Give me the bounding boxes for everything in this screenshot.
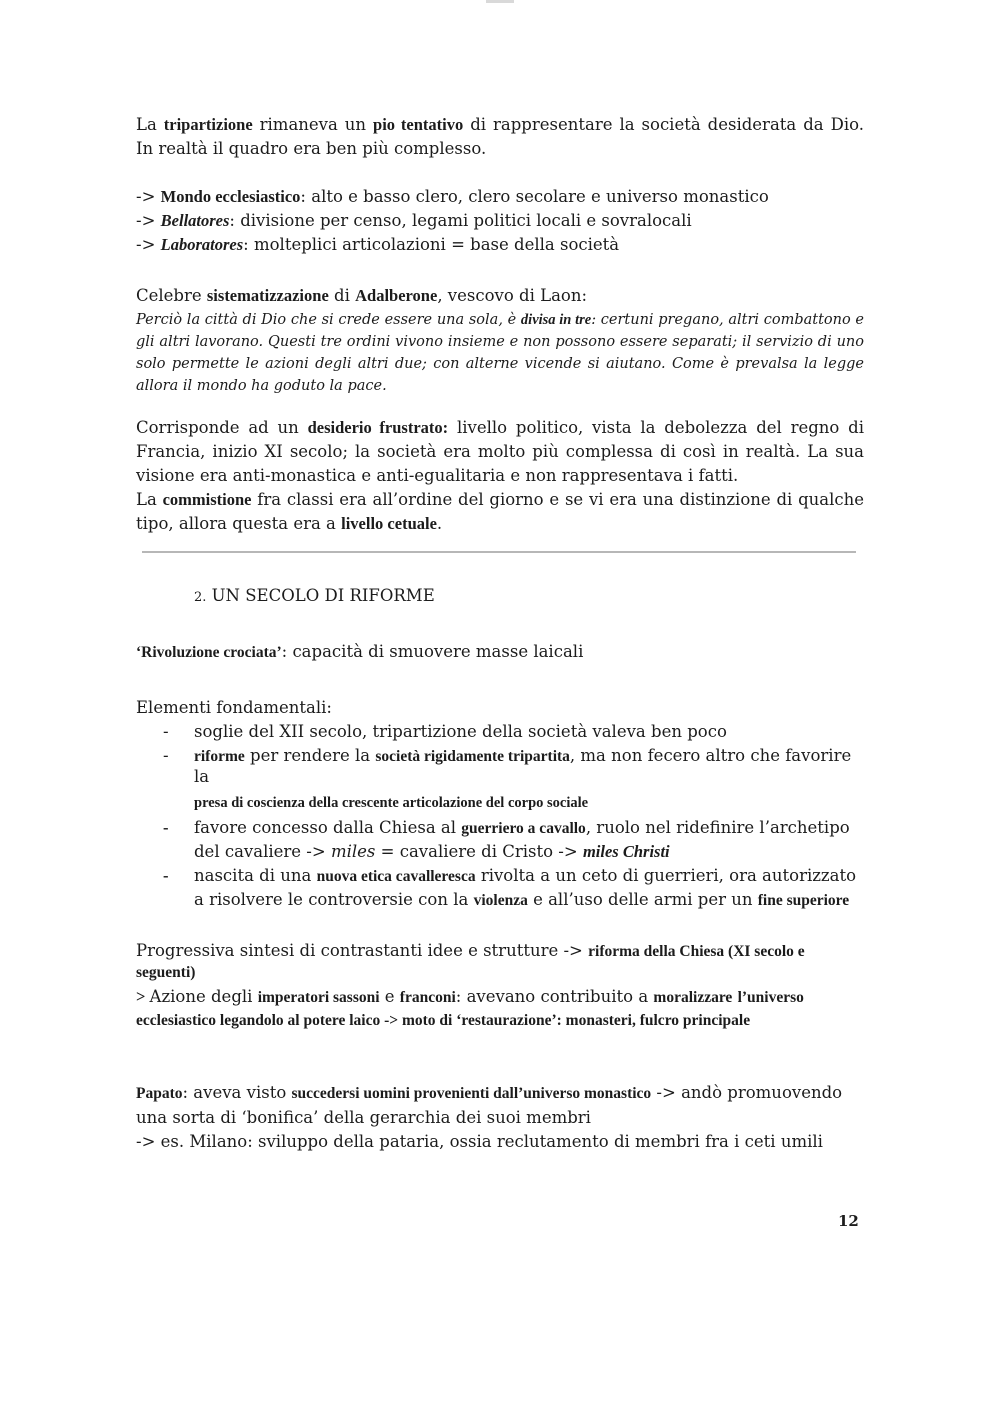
text: . [436, 514, 443, 533]
bold-term: ‘Rivoluzione crociata’ [136, 644, 282, 661]
text: La [136, 490, 163, 509]
dash: - [163, 722, 169, 741]
text: : divisione per censo, legami politici locali e sovralocali [229, 211, 692, 230]
bold-term: franconi [399, 989, 456, 1006]
paragraph-commistione [136, 488, 864, 536]
list-item-mondo-ecclesiastico [136, 185, 864, 209]
bullet-text [194, 890, 864, 911]
text: livello politico, vista la debolezza del regno di Francia, inizio XI secolo; la società era molto più complessa di così in realtà. La sua visione era anti-monastica e anti-egualitaria e non rappresentava i fatti. [136, 418, 865, 485]
bullet-text [194, 866, 864, 887]
paragraph-riforma-chiesa [136, 941, 864, 983]
section-title: UN SECOLO DI RIFORME [206, 586, 435, 605]
text: Progressiva sintesi di contrastanti idee e strutture -> [136, 941, 589, 960]
bold-term: tripartizione [163, 115, 253, 134]
text: di rappresentare la società desiderata da Dio. In realtà il quadro era ben più complesso. [136, 115, 864, 158]
text: -> andò promuovendo una sorta di ‘bonifica’ della gerarchia dei suoi membri [136, 1083, 843, 1127]
list-item-bellatores [136, 209, 864, 233]
bold-term: Mondo ecclesiastico [160, 187, 301, 206]
bullet-text [194, 842, 864, 862]
header-mark [486, 0, 514, 3]
bold-term: guerriero a cavallo [461, 820, 586, 837]
text: = cavaliere di Cristo -> [375, 842, 583, 861]
bold-term: imperatori sassoni [257, 989, 380, 1006]
section-heading [194, 584, 794, 610]
text: Perciò la città di Dio che si crede essere una sola, è [136, 312, 521, 328]
bold-term: fine superiore [757, 892, 850, 909]
quote-adalberone [136, 309, 864, 397]
italic-term: miles [330, 842, 376, 861]
text: La [136, 115, 164, 134]
bold-term: desiderio frustrato: [307, 418, 449, 437]
bold-term: riforma della Chiesa (XI secolo e seguenti) [136, 943, 805, 981]
dash: - [163, 866, 169, 885]
bold-italic-term: Laboratores [160, 235, 244, 254]
paragraph-rivoluzione-crociata [136, 640, 864, 665]
text: nascita di una [194, 866, 317, 885]
text: : aveva visto [182, 1083, 292, 1102]
bold-term: Adalberone [355, 286, 438, 305]
arrow: -> [136, 211, 161, 230]
paragraph-imperatori [136, 986, 864, 1032]
text: Corrisponde ad un [136, 418, 308, 437]
text: : molteplici articolazioni = base della società [243, 235, 620, 254]
bold-term: Papato [136, 1085, 183, 1102]
horizontal-rule [142, 551, 856, 553]
text: del cavaliere -> [194, 842, 331, 861]
bold-term: commistione [162, 490, 252, 509]
text: e [379, 987, 400, 1006]
bold-term: riforme [194, 748, 245, 765]
arrow: -> [136, 187, 161, 206]
text: -> es. Milano: sviluppo della pataria, ossia reclutamento di membri fra i ceti umili [136, 1132, 823, 1151]
bold-term: presa di coscienza della crescente articolazione del corpo sociale [194, 795, 589, 811]
bold-term: succedersi uomini provenienti dall’universo monastico [291, 1085, 652, 1102]
bold-italic-term: miles Christi [582, 842, 670, 861]
bold-italic-term: Bellatores [160, 211, 230, 230]
bold-term: sistematizzazione [206, 286, 329, 305]
text: soglie del XII secolo, tripartizione della società valeva ben poco [194, 722, 727, 741]
section-number: 2. [194, 590, 207, 605]
text: , ruolo nel ridefinire l’archetipo [585, 818, 850, 837]
dash: - [163, 746, 169, 765]
bold-italic-term: divisa in tre [520, 312, 592, 328]
text: : capacità di smuovere masse laicali [281, 642, 584, 661]
bold-term: livello cetuale [341, 514, 437, 533]
text: : avevano contribuito a [455, 987, 654, 1006]
elements-title: Elementi fondamentali: [136, 698, 332, 717]
text: rimaneva un [252, 115, 374, 134]
page-number: 12 [838, 1212, 859, 1230]
bold-term: l’universo ecclesiastico legandolo al potere laico -> moto di ‘restaurazione’: monasteri, fulcro principale [136, 989, 804, 1029]
text: , vescovo di Laon: [437, 286, 588, 305]
arrow: -> [136, 235, 161, 254]
paragraph-papato [136, 1081, 864, 1154]
paragraph-adalberone [136, 284, 864, 308]
text: : alto e basso clero, clero secolare e universo monastico [300, 187, 769, 206]
bullet-text [194, 746, 864, 787]
text: , ma non fecero altro che favorire la [194, 746, 852, 786]
text: : certuni pregano, altri combattono e gli altri lavorano. Questi tre ordini vivono insieme e non possono essere separati; il servizio di uno solo permette le azioni degli altri due; con alterne vicende si aiutano. Come è prevalsa la legge allora il mondo ha goduto la pace. [136, 312, 865, 394]
list-item-laboratores [136, 233, 864, 257]
text: favore concesso dalla Chiesa al [194, 818, 462, 837]
paragraph-desiderio-frustrato [136, 416, 864, 488]
text: rivolta a un ceto di guerrieri, ora autorizzato [475, 866, 857, 885]
text: Celebre [136, 286, 207, 305]
text: e all’uso delle armi per un [527, 890, 758, 909]
arrow: > [136, 987, 150, 1006]
bold-term: società rigidamente tripartita [375, 748, 570, 765]
bold-term: pio tentativo [373, 115, 464, 134]
bold-term: violenza [473, 892, 528, 909]
bold-term: nuova etica cavalleresca [316, 868, 476, 885]
text: di [328, 286, 356, 305]
text: Azione degli [149, 987, 258, 1006]
paragraph-tripartizione [136, 113, 864, 161]
text: a risolvere le controversie con la [194, 890, 474, 909]
bullet-text [194, 818, 864, 839]
text: per rendere la [244, 746, 376, 765]
text: fra classi era all’ordine del giorno e se vi era una distinzione di qualche tipo, allora questa era a [136, 490, 865, 533]
dash: - [163, 818, 169, 837]
bold-term: moralizzare [653, 989, 733, 1006]
